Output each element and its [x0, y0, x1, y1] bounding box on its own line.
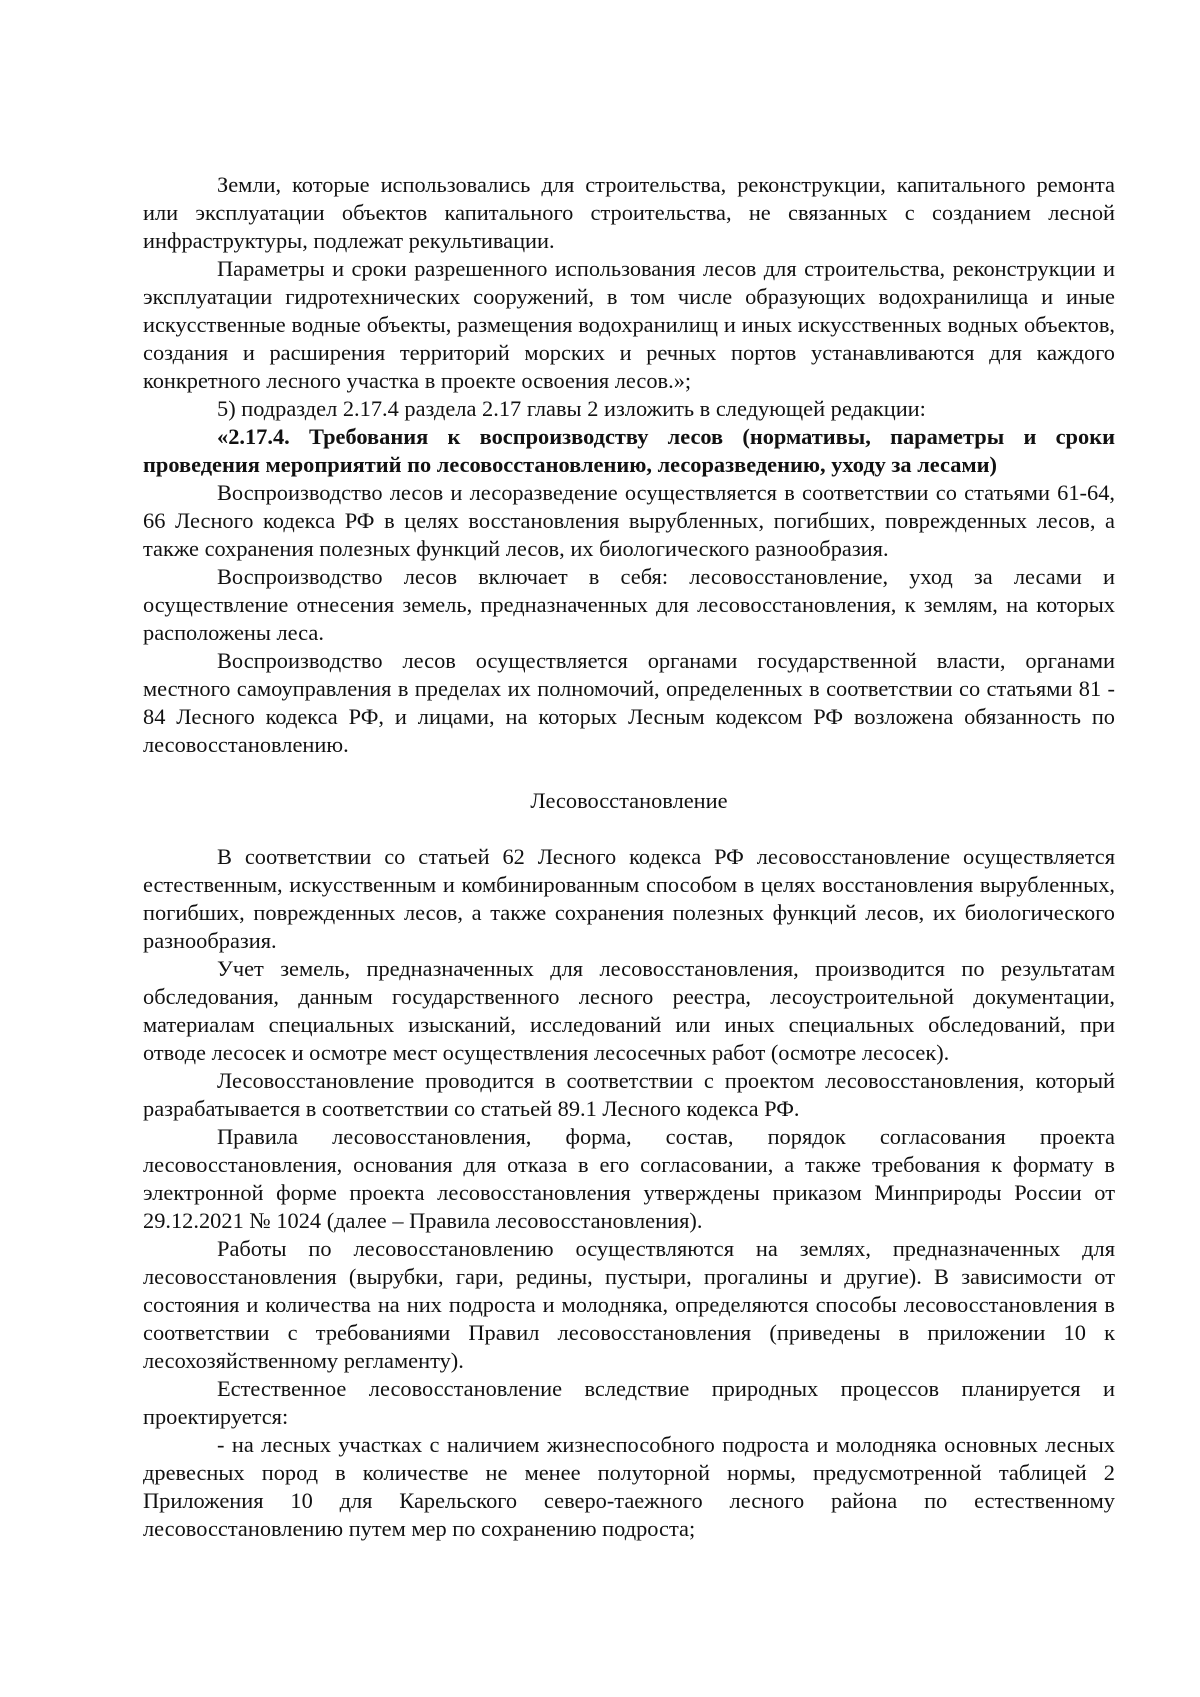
paragraph-land-recultivation: Земли, которые использовались для строительства, реконструкции, капитального ремонта или эксплуатации объектов капитального строительства, не связанных с созданием лесной инфраструктуры, подлежат рекультивации.: [143, 172, 1115, 253]
paragraph-land-accounting: Учет земель, предназначенных для лесовосстановления, производится по результатам обследования, данным государственного лесного реестра, лесоустроительной документации, материалам специальных изысканий, исследований или иных специальных обследований, при отводе лесосек и осмотре мест осуществления лесосечных работ (осмотре лесосек).: [143, 956, 1115, 1065]
section-heading-2-17-4: «2.17.4. Требования к воспроизводству лесов (нормативы, параметры и сроки проведения мероприятий по лесовосстановлению, лесоразведению, уходу за лесами): [143, 424, 1115, 477]
paragraph-amendment-item-5: 5) подраздел 2.17.4 раздела 2.17 главы 2 изложить в следующей редакции:: [217, 396, 926, 421]
paragraph-article-62: В соответствии со статьей 62 Лесного кодекса РФ лесовосстановление осуществляется естественным, искусственным и комбинированным способом в целях восстановления вырубленных, погибших, поврежденных лесов, а также сохранения полезных функций лесов, их биологического разнообразия.: [143, 844, 1115, 953]
paragraph-reproduction-authorities: Воспроизводство лесов осуществляется органами государственной власти, органами местного самоуправления в пределах их полномочий, определенных в соответствии со статьями 81 - 84 Лесного кодекса РФ, и лицами, на которых Лесным кодексом РФ возложена обязанность по лесовосстановлению.: [143, 648, 1115, 757]
document-body: [143, 171, 1115, 1543]
paragraph-reproduction-includes: Воспроизводство лесов включает в себя: лесовосстановление, уход за лесами и осуществление отнесения земель, предназначенных для лесовосстановления, к землям, на которых расположены леса.: [143, 564, 1115, 645]
subsection-title-reforestation: Лесовосстановление: [530, 788, 728, 813]
list-item-undergrowth: - на лесных участках с наличием жизнеспособного подроста и молодняка основных лесных древесных пород в количестве не менее полуторной нормы, предусмотренной таблицей 2 Приложения 10 для Карельского северо-таежного лесного района по естественному лесовосстановлению путем мер по сохранению подроста;: [143, 1432, 1115, 1541]
paragraph-reproduction-articles: Воспроизводство лесов и лесоразведение осуществляется в соответствии со статьями 61-64, 66 Лесного кодекса РФ в целях восстановления вырубленных, погибших, поврежденных лесов, а также сохранения полезных функций лесов, их биологического разнообразия.: [143, 480, 1115, 561]
paragraph-reforestation-project: Лесовосстановление проводится в соответствии с проектом лесовосстановления, который разрабатывается в соответствии со статьей 89.1 Лесного кодекса РФ.: [143, 1068, 1115, 1121]
paragraph-reforestation-works: Работы по лесовосстановлению осуществляются на землях, предназначенных для лесовосстановления (вырубки, гари, редины, пустыри, прогалины и другие). В зависимости от состояния и количества на них подроста и молодняка, определяются способы лесовосстановления в соответствии с требованиями Правил лесовосстановления (приведены в приложении 10 к лесохозяйственному регламенту).: [143, 1236, 1115, 1373]
paragraph-natural-reforestation: Естественное лесовосстановление вследствие природных процессов планируется и проектируется:: [143, 1376, 1115, 1429]
paragraph-hydro-structures: Параметры и сроки разрешенного использования лесов для строительства, реконструкции и эксплуатации гидротехнических сооружений, в том числе образующих водохранилища и иные искусственные водные объекты, размещения водохранилищ и иных искусственных водных объектов, создания и расширения территорий морских и речных портов устанавливаются для каждого конкретного лесного участка в проекте освоения лесов.»;: [143, 256, 1115, 393]
paragraph-reforestation-rules: Правила лесовосстановления, форма, состав, порядок согласования проекта лесовосстановления, основания для отказа в его согласовании, а также требования к формату в электронной форме проекта лесовосстановления утверждены приказом Минприроды России от 29.12.2021 № 1024 (далее – Правила лесовосстановления).: [143, 1124, 1115, 1233]
